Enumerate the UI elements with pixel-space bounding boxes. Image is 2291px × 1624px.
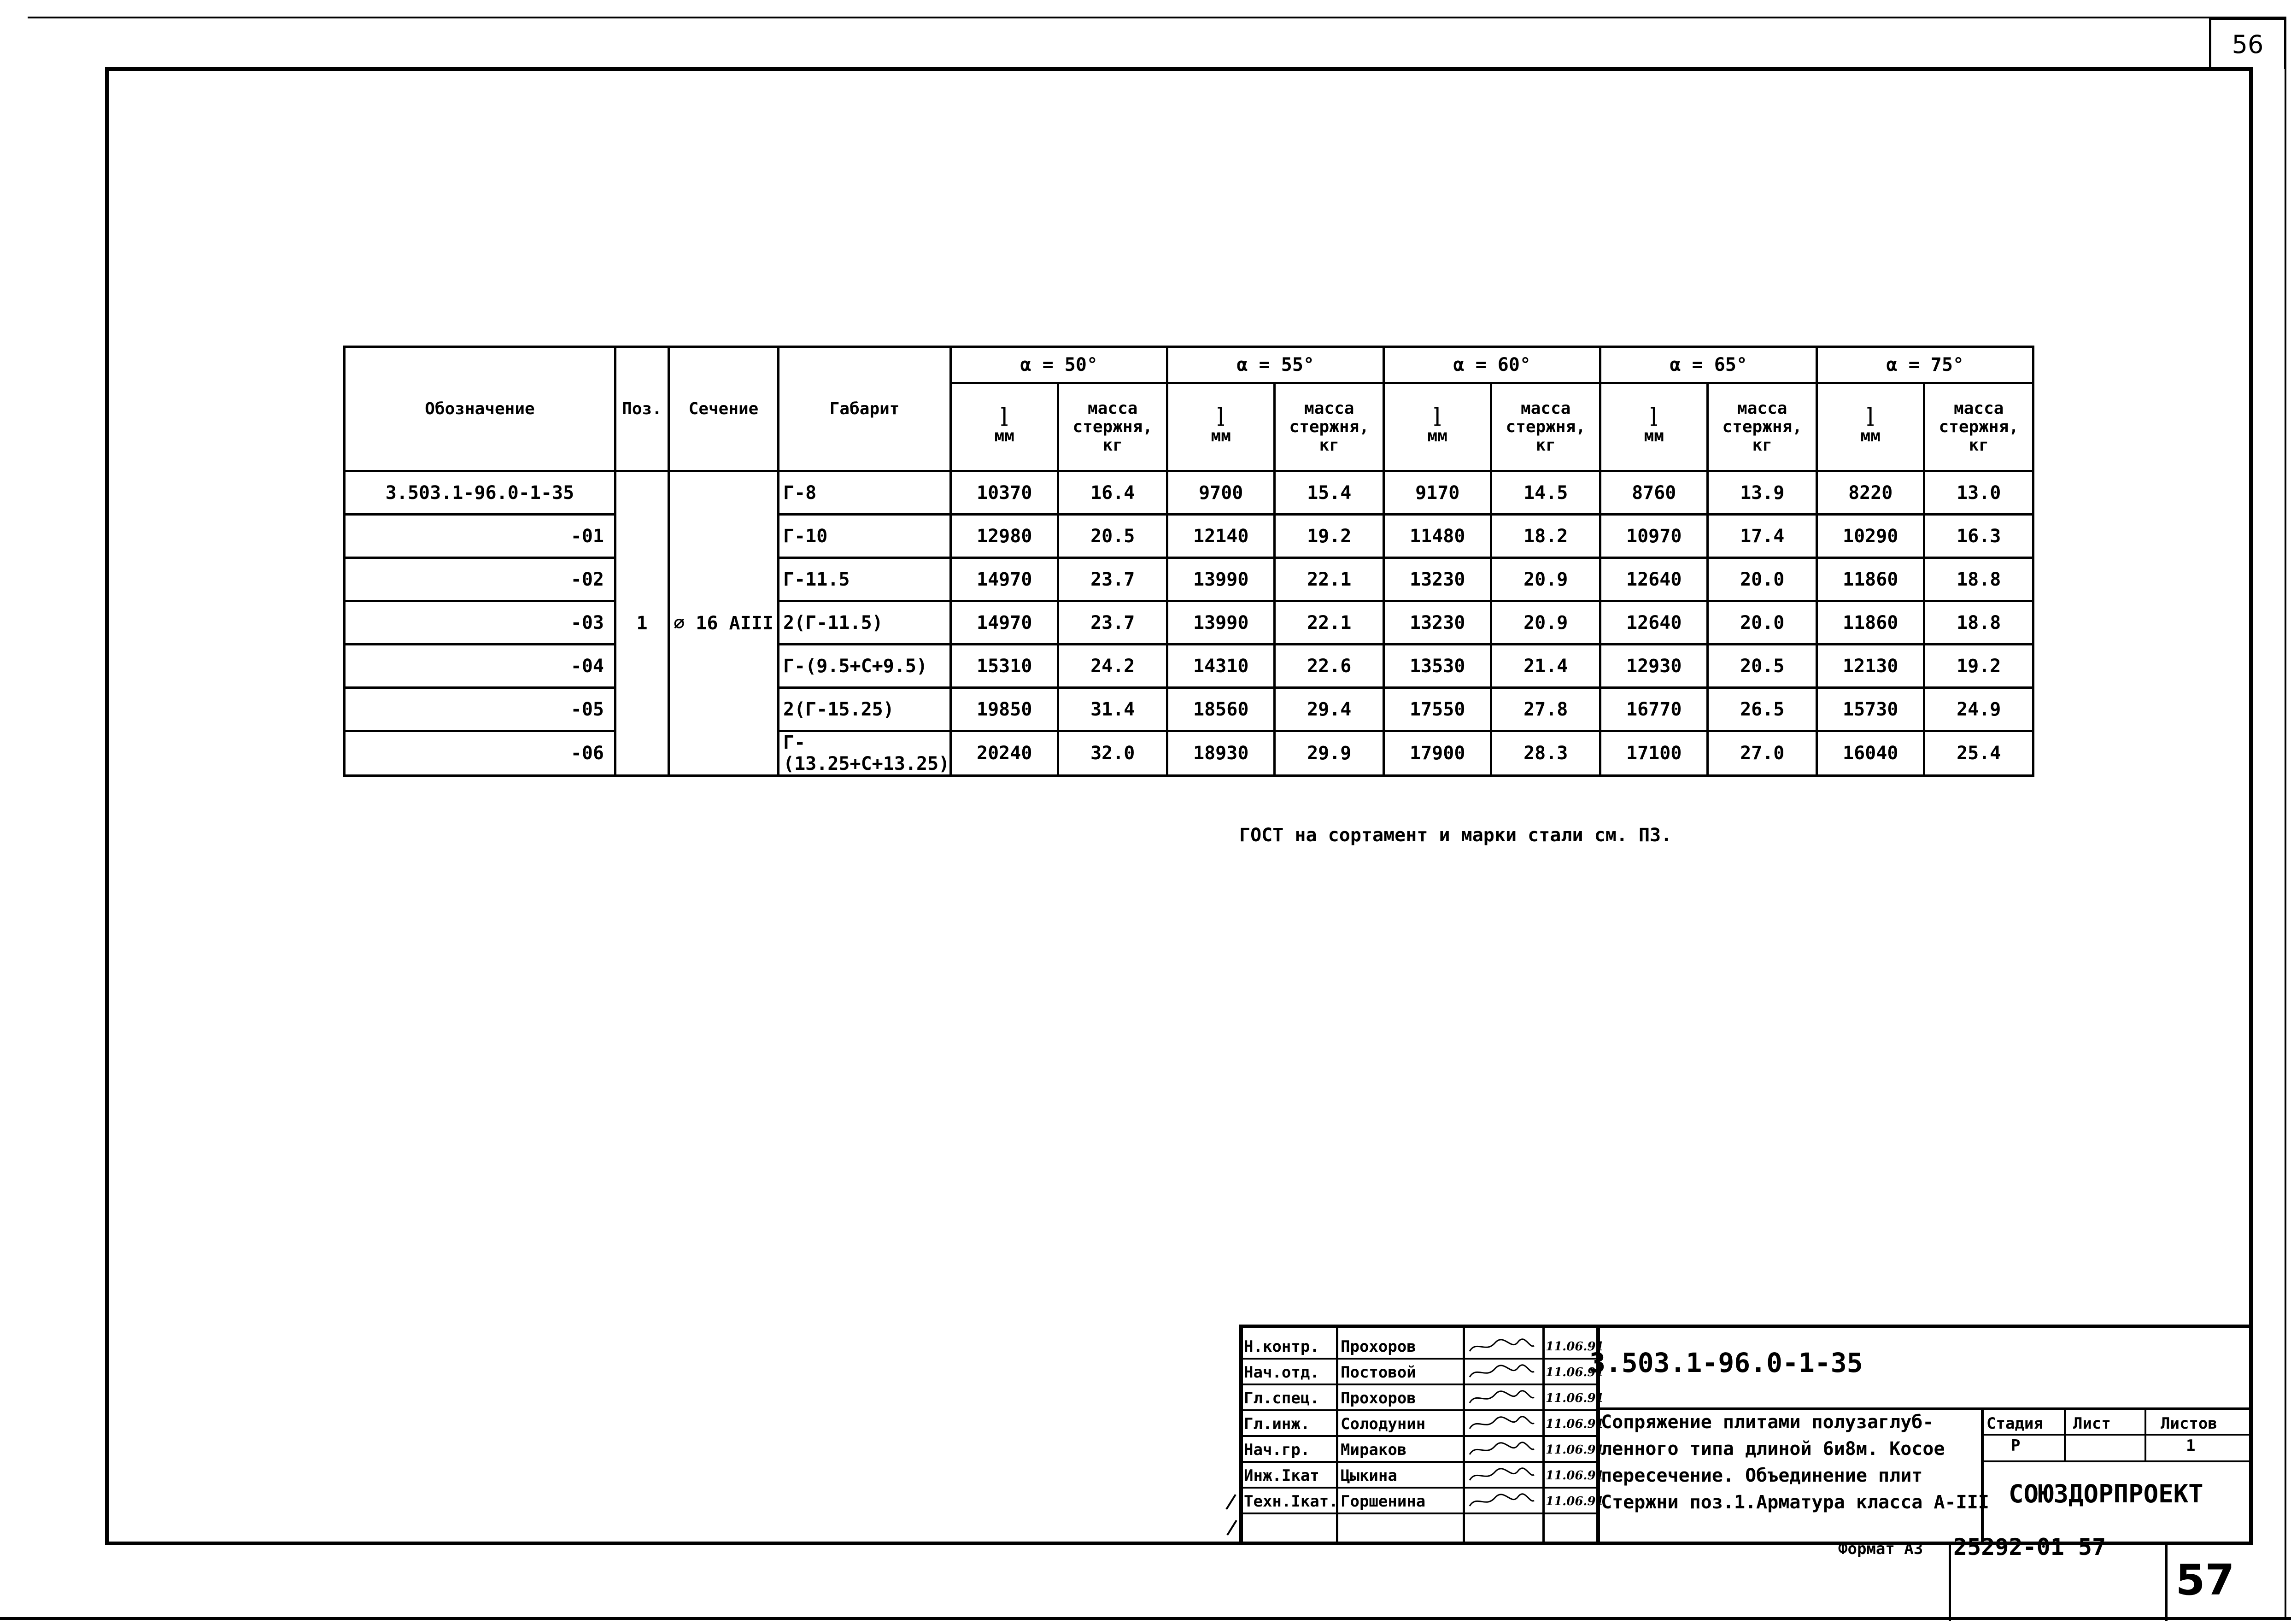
revision-mark bbox=[1225, 1493, 1238, 1513]
header-designation: Обозначение bbox=[345, 347, 615, 471]
signature-name: Мираков bbox=[1341, 1441, 1407, 1459]
cell-designation: -01 bbox=[345, 515, 615, 558]
subheader-length bbox=[1817, 383, 1924, 471]
sheets-header: Листов bbox=[2161, 1414, 2217, 1433]
cell-mass: 29.4 bbox=[1275, 688, 1384, 731]
cell-length: 10290 bbox=[1817, 515, 1924, 558]
page-number: 57 bbox=[2175, 1555, 2235, 1605]
signature-name: Цыкина bbox=[1341, 1466, 1397, 1485]
cell-length: 12640 bbox=[1600, 601, 1708, 645]
cell-length: 14970 bbox=[951, 558, 1058, 601]
header-alpha-60: α = 60° bbox=[1384, 347, 1600, 383]
cell-length: 14310 bbox=[1167, 645, 1275, 688]
cell-mass: 21.4 bbox=[1491, 645, 1600, 688]
cell-mass: 22.1 bbox=[1275, 558, 1384, 601]
cell-mass: 20.5 bbox=[1058, 515, 1167, 558]
title-line: пересечение. Объединение плит bbox=[1601, 1465, 1923, 1486]
signature-role: Гл.спец. bbox=[1244, 1389, 1319, 1407]
title-line: Сопряжение плитами полузаглуб- bbox=[1601, 1412, 1934, 1433]
length-unit: мм bbox=[1644, 427, 1664, 446]
cell-gabarit: Г-11.5 bbox=[779, 558, 951, 601]
stage-col-3 bbox=[2145, 1407, 2146, 1460]
length-symbol: l bbox=[1000, 404, 1008, 432]
cell-mass: 18.8 bbox=[1924, 558, 2033, 601]
cell-gabarit: 2(Г-15.25) bbox=[779, 688, 951, 731]
revision-mark bbox=[1225, 1518, 1239, 1539]
cell-length: 13990 bbox=[1167, 601, 1275, 645]
subheader-mass: масса стержня, кг bbox=[1275, 383, 1384, 471]
signature-name: Прохоров bbox=[1341, 1389, 1416, 1407]
signature-role: Н.контр. bbox=[1244, 1337, 1319, 1356]
subheader-length bbox=[1600, 383, 1708, 471]
cell-length: 13230 bbox=[1384, 558, 1491, 601]
cell-mass: 26.5 bbox=[1708, 688, 1817, 731]
drawing-frame bbox=[105, 67, 2253, 1545]
note-text: ГОСТ на сортамент и марки стали см. ПЗ. bbox=[1239, 825, 1672, 846]
header-alpha-75: α = 75° bbox=[1817, 347, 2033, 383]
cell-mass: 16.3 bbox=[1924, 515, 2033, 558]
length-unit: мм bbox=[1427, 427, 1447, 446]
cell-length: 10370 bbox=[951, 471, 1058, 515]
specification-table bbox=[343, 346, 2034, 777]
handwritten-signature bbox=[1467, 1441, 1536, 1461]
cell-mass: 18.8 bbox=[1924, 601, 2033, 645]
sheets-value: 1 bbox=[2186, 1436, 2196, 1455]
cell-gabarit: Г-(9.5+С+9.5) bbox=[779, 645, 951, 688]
cell-length: 12930 bbox=[1600, 645, 1708, 688]
cell-length: 15310 bbox=[951, 645, 1058, 688]
bottom-border-line bbox=[0, 1617, 2291, 1620]
table-row bbox=[345, 471, 2033, 515]
cell-mass: 24.2 bbox=[1058, 645, 1167, 688]
length-unit: мм bbox=[1860, 427, 1881, 446]
cell-length: 9700 bbox=[1167, 471, 1275, 515]
table-row bbox=[345, 515, 2033, 558]
cell-length: 17550 bbox=[1384, 688, 1491, 731]
subheader-mass: масса стержня, кг bbox=[1924, 383, 2033, 471]
signature-role: Нач.гр. bbox=[1244, 1441, 1310, 1459]
top-border-line bbox=[28, 17, 2286, 18]
cell-length: 13530 bbox=[1384, 645, 1491, 688]
cell-gabarit: 2(Г-11.5) bbox=[779, 601, 951, 645]
signature-date: 11.06.91 bbox=[1546, 1469, 1604, 1483]
cell-length: 20240 bbox=[951, 731, 1058, 776]
handwritten-signature bbox=[1467, 1337, 1536, 1358]
cell-mass: 20.9 bbox=[1491, 601, 1600, 645]
cell-mass: 20.5 bbox=[1708, 645, 1817, 688]
table-body bbox=[345, 471, 2033, 776]
signature-name: Горшенина bbox=[1341, 1492, 1426, 1511]
cell-designation: -03 bbox=[345, 601, 615, 645]
cell-length: 12640 bbox=[1600, 558, 1708, 601]
subheader-mass: масса стержня, кг bbox=[1708, 383, 1817, 471]
table-row bbox=[345, 731, 2033, 776]
sheet-header: Лист bbox=[2073, 1414, 2111, 1433]
signature-date: 11.06.91 bbox=[1546, 1443, 1604, 1457]
document-code: 3.503.1-96.0-1-35 bbox=[1589, 1347, 1863, 1378]
cell-designation: 3.503.1-96.0-1-35 bbox=[345, 471, 615, 515]
col-line-sign bbox=[1542, 1325, 1545, 1545]
cell-length: 17900 bbox=[1384, 731, 1491, 776]
cell-length: 16040 bbox=[1817, 731, 1924, 776]
signature-name: Постовой bbox=[1341, 1363, 1416, 1382]
cell-section: ⌀ 16 АIII bbox=[669, 471, 779, 776]
cell-mass: 17.4 bbox=[1708, 515, 1817, 558]
cell-mass: 19.2 bbox=[1924, 645, 2033, 688]
cell-mass: 23.7 bbox=[1058, 601, 1167, 645]
signature-date: 11.06.91 bbox=[1546, 1391, 1604, 1405]
right-border-line bbox=[2285, 17, 2286, 1620]
cell-mass: 20.9 bbox=[1491, 558, 1600, 601]
cell-length: 18560 bbox=[1167, 688, 1275, 731]
signature-role: Инж.Iкат bbox=[1244, 1466, 1319, 1485]
cell-mass: 28.3 bbox=[1491, 731, 1600, 776]
cell-mass: 13.0 bbox=[1924, 471, 2033, 515]
cell-mass: 15.4 bbox=[1275, 471, 1384, 515]
cell-length: 8760 bbox=[1600, 471, 1708, 515]
stage-col-2 bbox=[2064, 1407, 2066, 1460]
stage-row-line-2 bbox=[1981, 1460, 2253, 1462]
header-alpha-50: α = 50° bbox=[951, 347, 1167, 383]
header-pos: Поз. bbox=[615, 347, 669, 471]
signature-date: 11.06.91 bbox=[1546, 1495, 1604, 1508]
stage-header: Стадия bbox=[1986, 1414, 2043, 1433]
table-row bbox=[345, 688, 2033, 731]
top-sheet-number: 56 bbox=[2209, 18, 2286, 69]
stage-row-line-1 bbox=[1981, 1434, 2253, 1436]
header-alpha-65: α = 65° bbox=[1600, 347, 1817, 383]
title-line: Стержни поз.1.Арматура класса А-III bbox=[1601, 1492, 1989, 1513]
cell-mass: 16.4 bbox=[1058, 471, 1167, 515]
signature-name: Прохоров bbox=[1341, 1337, 1416, 1356]
cell-mass: 27.0 bbox=[1708, 731, 1817, 776]
cell-length: 15730 bbox=[1817, 688, 1924, 731]
document-number: 25292-01 57 bbox=[1953, 1534, 2106, 1560]
cell-length: 11480 bbox=[1384, 515, 1491, 558]
cell-mass: 31.4 bbox=[1058, 688, 1167, 731]
subheader-length bbox=[951, 383, 1058, 471]
cell-mass: 22.1 bbox=[1275, 601, 1384, 645]
signature-date: 11.06.91 bbox=[1546, 1366, 1604, 1379]
subheader-length bbox=[1167, 383, 1275, 471]
signature-date: 11.06.91 bbox=[1546, 1417, 1604, 1431]
cell-gabarit: Г-(13.25+С+13.25) bbox=[779, 731, 951, 776]
cell-pos: 1 bbox=[615, 471, 669, 776]
subheader-mass: масса стержня, кг bbox=[1491, 383, 1600, 471]
cell-gabarit: Г-8 bbox=[779, 471, 951, 515]
stage-value: Р bbox=[2011, 1436, 2021, 1455]
table-row bbox=[345, 558, 2033, 601]
cell-length: 12130 bbox=[1817, 645, 1924, 688]
title-line: ленного типа длиной 6и8м. Косое bbox=[1601, 1438, 1945, 1460]
cell-length: 13990 bbox=[1167, 558, 1275, 601]
cell-mass: 25.4 bbox=[1924, 731, 2033, 776]
document-title bbox=[1601, 1409, 1989, 1516]
format-label: Формат А3 bbox=[1838, 1540, 1923, 1558]
cell-length: 10970 bbox=[1600, 515, 1708, 558]
cell-designation: -06 bbox=[345, 731, 615, 776]
length-symbol: l bbox=[1433, 404, 1441, 432]
cell-length: 13230 bbox=[1384, 601, 1491, 645]
cell-length: 17100 bbox=[1600, 731, 1708, 776]
cell-designation: -04 bbox=[345, 645, 615, 688]
signature-role: Техн.Iкат. bbox=[1244, 1492, 1338, 1511]
subheader-length bbox=[1384, 383, 1491, 471]
cell-designation: -02 bbox=[345, 558, 615, 601]
length-symbol: l bbox=[1866, 404, 1875, 432]
cell-mass: 32.0 bbox=[1058, 731, 1167, 776]
length-unit: мм bbox=[1211, 427, 1231, 446]
cell-mass: 23.7 bbox=[1058, 558, 1167, 601]
length-symbol: l bbox=[1650, 404, 1658, 432]
cell-length: 11860 bbox=[1817, 558, 1924, 601]
cell-mass: 14.5 bbox=[1491, 471, 1600, 515]
cell-mass: 22.6 bbox=[1275, 645, 1384, 688]
handwritten-signature bbox=[1467, 1363, 1536, 1384]
cell-length: 8220 bbox=[1817, 471, 1924, 515]
col-line-name bbox=[1463, 1325, 1465, 1545]
subheader-mass: масса стержня, кг bbox=[1058, 383, 1167, 471]
organization-name: СОЮЗДОРПРОЕКТ bbox=[2009, 1479, 2203, 1508]
length-unit: мм bbox=[994, 427, 1014, 446]
cell-length: 18930 bbox=[1167, 731, 1275, 776]
cell-length: 19850 bbox=[951, 688, 1058, 731]
cell-mass: 19.2 bbox=[1275, 515, 1384, 558]
handwritten-signature bbox=[1467, 1492, 1536, 1513]
cell-mass: 20.0 bbox=[1708, 558, 1817, 601]
cell-length: 16770 bbox=[1600, 688, 1708, 731]
cell-length: 9170 bbox=[1384, 471, 1491, 515]
length-symbol: l bbox=[1217, 404, 1225, 432]
cell-length: 11860 bbox=[1817, 601, 1924, 645]
cell-gabarit: Г-10 bbox=[779, 515, 951, 558]
handwritten-signature bbox=[1467, 1466, 1536, 1487]
signature-name: Солодунин bbox=[1341, 1415, 1426, 1433]
header-section: Сечение bbox=[669, 347, 779, 471]
signature-role: Нач.отд. bbox=[1244, 1363, 1319, 1382]
cell-designation: -05 bbox=[345, 688, 615, 731]
header-alpha-55: α = 55° bbox=[1167, 347, 1384, 383]
signature-date: 11.06.91 bbox=[1546, 1340, 1604, 1354]
cell-length: 12140 bbox=[1167, 515, 1275, 558]
table-row bbox=[345, 645, 2033, 688]
handwritten-signature bbox=[1467, 1389, 1536, 1409]
cell-mass: 18.2 bbox=[1491, 515, 1600, 558]
cell-mass: 29.9 bbox=[1275, 731, 1384, 776]
cell-mass: 13.9 bbox=[1708, 471, 1817, 515]
signature-role: Гл.инж. bbox=[1244, 1415, 1310, 1433]
cell-mass: 24.9 bbox=[1924, 688, 2033, 731]
handwritten-signature bbox=[1467, 1415, 1536, 1435]
cell-mass: 20.0 bbox=[1708, 601, 1817, 645]
cell-length: 14970 bbox=[951, 601, 1058, 645]
cell-mass: 27.8 bbox=[1491, 688, 1600, 731]
bottom-box-left bbox=[1949, 1545, 1951, 1621]
header-gabarit: Габарит bbox=[779, 347, 951, 471]
cell-length: 12980 bbox=[951, 515, 1058, 558]
table-row bbox=[345, 601, 2033, 645]
